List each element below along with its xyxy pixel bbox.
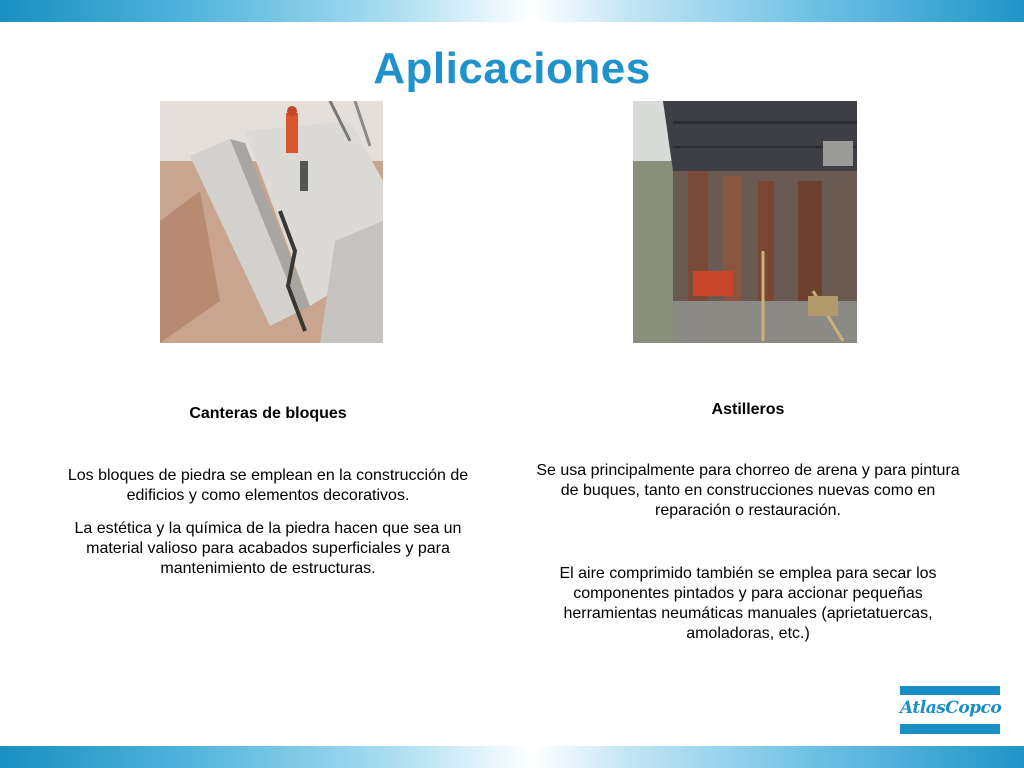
bottom-decorative-band xyxy=(0,746,1024,768)
right-paragraph-2-wrap xyxy=(528,564,968,644)
right-paragraph-2: El aire comprimido también se emplea para secar los componentes pintados y para accionar pequeñas herramientas neumáticas manuales (aprietatuercas, amoladoras, etc.) xyxy=(559,565,937,642)
logo-top-bar xyxy=(900,686,1000,695)
quarry-photo xyxy=(160,101,383,343)
right-paragraph-1: Se usa principalmente para chorreo de arena y para pintura de buques, tanto en construcciones nuevas como en reparación o restauración. xyxy=(536,462,960,519)
left-paragraph-1-wrap xyxy=(48,466,488,506)
page-title: Aplicaciones xyxy=(373,44,651,93)
right-heading: Astilleros xyxy=(711,401,785,418)
atlas-copco-logo xyxy=(900,686,1000,734)
shipyard-photo xyxy=(633,101,857,343)
logo-text: AtlasCopco xyxy=(900,698,1002,718)
left-paragraph-1: Los bloques de piedra se emplean en la construcción de edificios y como elementos decorativos. xyxy=(67,467,469,504)
left-paragraph-2: La estética y la química de la piedra hacen que sea un material valioso para acabados superficiales y para mantenimiento de estructuras. xyxy=(74,520,462,577)
logo-bottom-bar xyxy=(900,724,1000,734)
left-column-heading-wrap xyxy=(48,404,488,424)
left-paragraph-2-wrap xyxy=(48,519,488,579)
right-paragraph-1-wrap xyxy=(528,461,968,521)
right-column-heading-wrap xyxy=(528,400,968,420)
left-heading: Canteras de bloques xyxy=(189,405,347,422)
top-decorative-band xyxy=(0,0,1024,22)
